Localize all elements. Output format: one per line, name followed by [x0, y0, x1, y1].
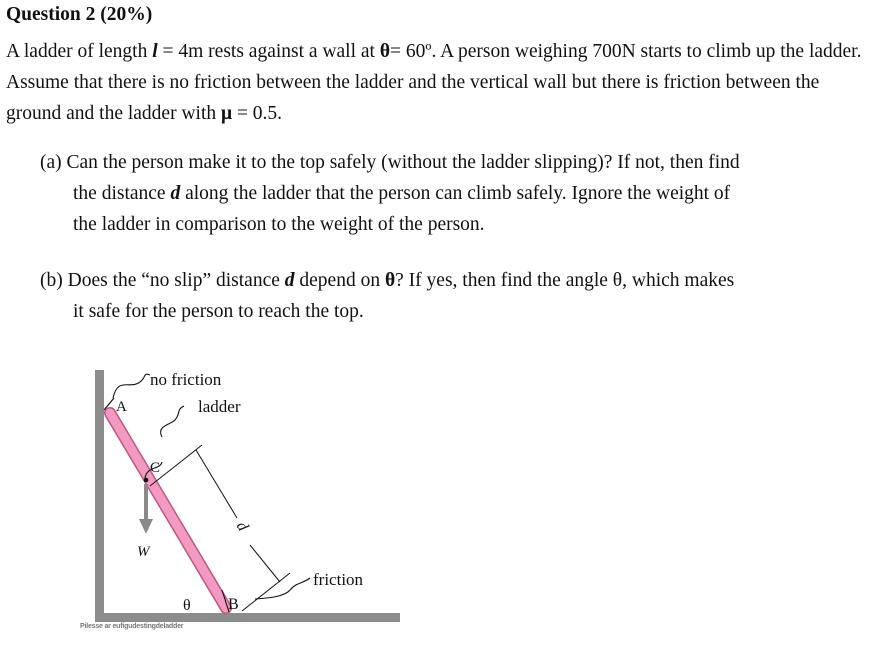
intro-text-4: = 0.5. [232, 103, 283, 124]
dim-line-lower [250, 545, 280, 582]
friction-leader [255, 578, 310, 599]
intro-text-1: A ladder of length [6, 41, 153, 62]
part-b-line-1-pre: (b) Does the “no slip” distance [40, 270, 285, 291]
intro-text-3: = 60º. A person weighing 700N starts to climb up the ladder. Assume that there is no friction between the ladder and the vertical wall but there is friction between the ground and the ladder with [6, 41, 862, 124]
intro-text-2: = 4m rests against a wall at [157, 41, 380, 62]
part-a-line-3: the ladder in comparison to the weight of the person. [73, 214, 485, 235]
mu-symbol: μ [221, 103, 233, 124]
label-w: W [137, 544, 150, 560]
floor [95, 613, 400, 622]
weight-arrow-head [139, 519, 153, 534]
label-a: A [116, 399, 127, 415]
ladder-fill [110, 413, 226, 608]
length-symbol: l [152, 41, 158, 62]
part-a-line-2-pre: the distance [73, 183, 171, 204]
distance-d-symbol-b: d [284, 270, 295, 291]
part-b-line-2: it safe for the person to reach the top. [73, 301, 364, 322]
part-a-line-2-post: along the ladder that the person can climb safely. Ignore the weight of [180, 183, 731, 204]
label-no-friction: no friction [150, 370, 222, 389]
question-title: Question 2 (20%) [6, 4, 153, 25]
theta-symbol-b: θ [384, 270, 396, 291]
label-c: C [150, 460, 161, 476]
no-friction-leader [113, 374, 150, 398]
part-b-line-1-post: ? If yes, then find the angle θ, which makes [395, 270, 735, 291]
part-b-line-1-mid: depend on [294, 270, 385, 291]
ladder-leader [161, 406, 184, 437]
label-theta: θ [183, 597, 191, 614]
label-b: B [228, 596, 239, 613]
label-ladder: ladder [198, 397, 241, 416]
figure-caption: Pilesse ar eufigudestingdeladder [80, 623, 184, 630]
point-c [144, 478, 149, 483]
wall [95, 370, 104, 622]
part-a-line-1: (a) Can the person make it to the top safely (without the ladder slipping)? If not, then find [40, 152, 740, 173]
distance-d-symbol: d [170, 183, 181, 204]
label-d: d [232, 518, 252, 535]
theta-symbol: θ [379, 41, 391, 62]
dim-line-upper [196, 450, 237, 518]
dim-tick-b [242, 573, 290, 611]
label-friction: friction [313, 570, 364, 589]
